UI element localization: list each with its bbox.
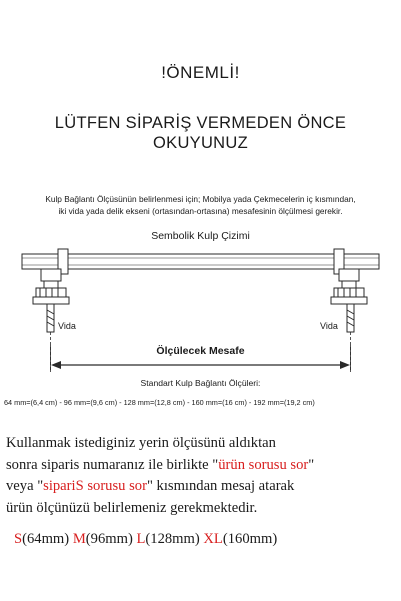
instruction-text: " kısmından mesaj atarak [146, 478, 295, 494]
ask-product-question-text: ürün sorusu sor [218, 456, 309, 473]
size-item [14, 531, 69, 547]
important-title: !ÖNEMLİ! [161, 63, 240, 82]
size-code: S [14, 531, 23, 547]
ask-order-question-text: sipariS sorusu sor [43, 478, 147, 494]
instruction-line-3 [6, 476, 400, 498]
standard-sizes-list: 64 mm=(6,4 cm) - 96 mm=(9,6 cm) - 128 mm=(12,8 cm) - 160 mm=(16 cm) - 192 mm=(19,2 cm) [4, 398, 315, 407]
intro-line-2: iki vida yada delik ekseni (ortasından-ortasına) mesafesinin ölçülmesi gerekir. [58, 206, 343, 216]
instruction-line-4: ürün ölçünüzü belirlemeniz gerekmektedir. [6, 499, 258, 516]
measure-distance-label: Ölçülecek Mesafe [156, 345, 245, 357]
size-options [14, 531, 400, 548]
please-read-line-1: LÜTFEN SİPARİŞ VERMEDEN ÖNCE [54, 114, 347, 132]
size-code: M [72, 531, 86, 547]
measure-arrow [51, 361, 350, 369]
screw-label-right: Vida [320, 321, 338, 331]
size-value: (128mm) [145, 531, 200, 547]
intro-line-1: Kulp Bağlantı Ölçüsünün belirlenmesi için; Mobilya yada Çekmecelerin iç kısmından, [45, 194, 356, 204]
instruction-line-2 [6, 455, 400, 477]
size-item [73, 531, 133, 547]
instruction-text: " [308, 456, 315, 473]
instruction-line-1: Kullanmak istediginiz yerin ölçüsünü aldıktan [6, 435, 276, 451]
size-item [203, 531, 277, 547]
handle-bar [22, 249, 379, 274]
please-read-line-2: OKUYUNUZ [153, 134, 248, 152]
drawing-title: Sembolik Kulp Çizimi [151, 230, 250, 242]
size-value: (160mm) [222, 531, 278, 547]
instruction-text: veya " [6, 478, 44, 494]
standard-sizes-title: Standart Kulp Bağlantı Ölçüleri: [140, 378, 261, 388]
size-value: (64mm) [22, 531, 70, 547]
screw-label-left: Vida [58, 321, 76, 331]
order-instructions [6, 433, 400, 519]
size-code: XL [203, 531, 223, 547]
size-code: L [136, 531, 146, 547]
size-value: (96mm) [85, 531, 133, 547]
size-item [136, 531, 199, 547]
instruction-text: sonra siparis numaranız ile birlikte " [6, 456, 219, 473]
